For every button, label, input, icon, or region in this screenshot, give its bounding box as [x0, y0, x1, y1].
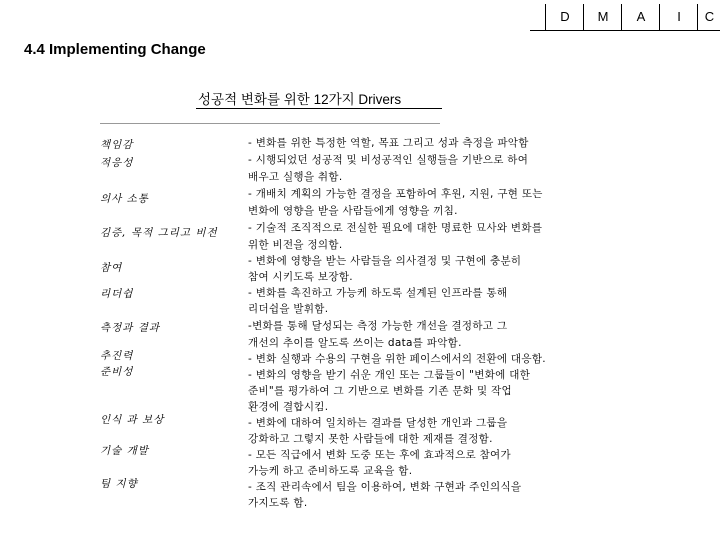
driver-term: 인식 과 보상: [100, 414, 165, 426]
slide-subtitle: 성공적 변화를 위한 12가지 Drivers: [198, 92, 402, 107]
subtitle-underline: [196, 108, 442, 109]
description-line: 리더쉽을 발휘함.: [248, 303, 329, 315]
description-line: 배우고 실행을 취함.: [248, 171, 343, 183]
description-line: -변화를 통해 달성되는 측정 가능한 개선을 결정하고 그: [248, 320, 508, 332]
page-title: 4.4 Implementing Change: [24, 41, 206, 58]
description-line: - 변화의 영향을 받기 쉬운 개인 또는 그룹들이 "변화에 대한: [248, 369, 531, 381]
driver-term: 김증, 목적 그리고 비전: [100, 227, 218, 239]
dmaic-header-bar: [530, 4, 720, 31]
description-line: 참여 시키도록 보장함.: [248, 271, 353, 283]
description-line: - 시행되었던 성공적 및 비성공적인 실행들을 기반으로 하여: [248, 154, 529, 166]
dmaic-d-label: D: [545, 4, 584, 30]
driver-term: 기술 개발: [100, 445, 149, 457]
description-line: 가지도록 함.: [248, 497, 308, 509]
description-line: - 조직 관리속에서 팀을 이용하여, 변화 구현과 주인의식을: [248, 481, 522, 493]
description-line: 개선의 추이를 알도록 쓰이는 data를 파악함.: [248, 337, 462, 349]
description-line: - 변화를 위한 특정한 역할, 목표 그리고 성과 측정을 파악함: [248, 137, 529, 149]
description-line: - 변화에 대하여 일치하는 결과를 달성한 개인과 그룹을: [248, 417, 508, 429]
driver-term: 추진력: [100, 350, 134, 362]
driver-term: 의사 소통: [100, 193, 149, 205]
description-line: - 변화 실행과 수용의 구현을 위한 페이스에서의 전환에 대응함.: [248, 353, 546, 365]
table-top-rule: [100, 123, 440, 124]
driver-term: 팀 지향: [100, 478, 138, 490]
dmaic-i-label: I: [659, 4, 698, 30]
dmaic-m-label: M: [583, 4, 622, 30]
description-line: 가능케 하고 준비하도록 교육을 함.: [248, 465, 413, 477]
driver-term: 적응성: [100, 157, 134, 169]
driver-term: 책임감: [100, 139, 134, 151]
description-line: - 변화에 영향을 받는 사람들을 의사결정 및 구현에 충분히: [248, 255, 522, 267]
description-line: - 기술적 조직적으로 전실한 필요에 대한 명료한 묘사와 변화를: [248, 222, 543, 234]
description-line: - 모든 직급에서 변화 도중 또는 후에 효과적으로 참여가: [248, 449, 511, 461]
description-line: 준비"를 평가하여 그 기반으로 변화를 기존 문화 및 작업: [248, 385, 512, 397]
driver-term: 준비성: [100, 366, 134, 378]
description-line: 변화에 영향을 받을 사람들에게 영향을 끼침.: [248, 205, 458, 217]
description-line: 환경에 결합시킴.: [248, 401, 329, 413]
description-line: 위한 비전을 정의함.: [248, 239, 343, 251]
dmaic-a-label: A: [621, 4, 660, 30]
driver-term: 참여: [100, 262, 123, 274]
driver-term: 리더쉽: [100, 288, 134, 300]
description-line: - 변화를 촉진하고 가능케 하도록 설계된 인프라를 통해: [248, 287, 508, 299]
driver-term: 측정과 결과: [100, 322, 161, 334]
description-line: 강화하고 그렇지 못한 사람들에 대한 제재를 결정함.: [248, 433, 493, 445]
dmaic-c-label: C: [697, 4, 720, 30]
description-line: - 개배치 계획의 가능한 결정을 포함하여 후원, 지원, 구현 또는: [248, 188, 543, 200]
